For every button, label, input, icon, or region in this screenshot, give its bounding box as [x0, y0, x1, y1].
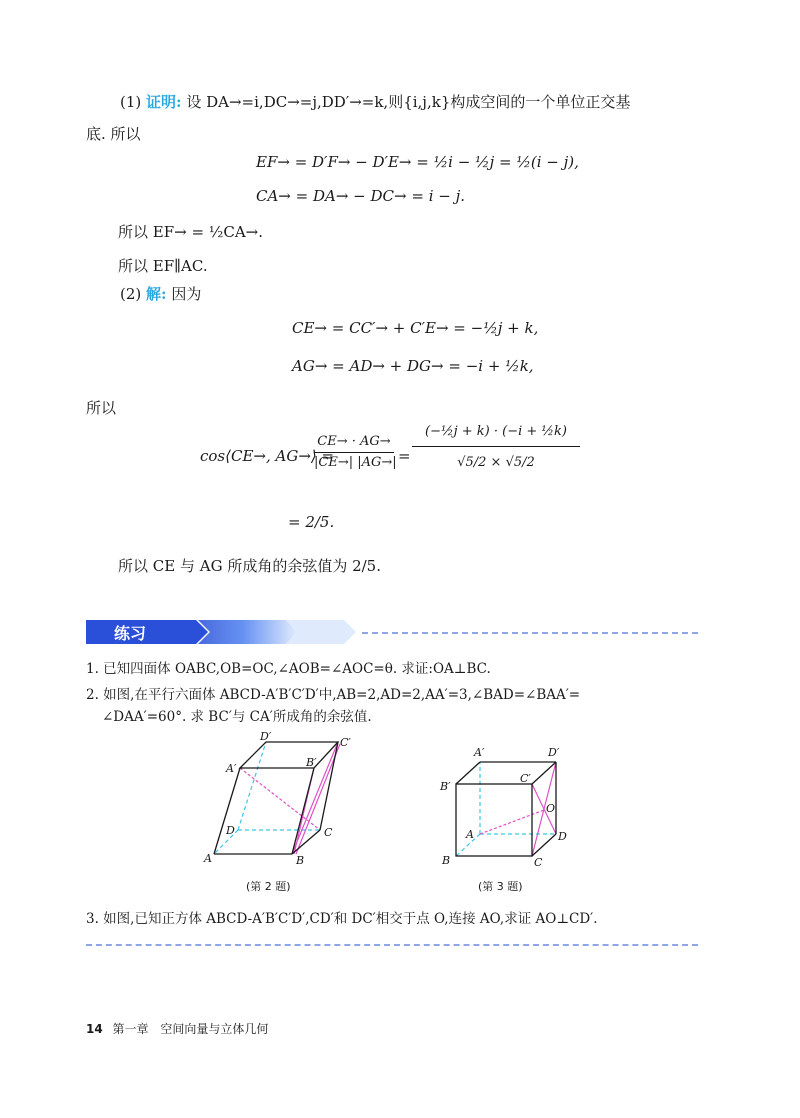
question-2-cont: ∠DAA′=60°. 求 BC′与 CA′所成角的余弦值.	[102, 709, 372, 725]
visible-edges	[456, 762, 556, 856]
solution-text: 因为	[171, 285, 202, 303]
cos-rhs-denominator: √5/2 × √5/2	[457, 455, 535, 470]
fig2-label-C1: C′	[340, 736, 351, 749]
page-footer	[86, 1020, 268, 1037]
solution-label: 解:	[146, 285, 167, 303]
figure-3-caption: (第 3 题)	[478, 880, 523, 893]
cos-rhs-numerator: (−½j + k) · (−i + ½k)	[412, 422, 580, 447]
question-1: 1. 已知四面体 OABC,OB=OC,∠AOB=∠AOC=θ. 求证:OA⊥BC.	[86, 661, 491, 677]
solution-equation-1: CE→ = CC′→ + C′E→ = −½j + k,	[292, 319, 539, 337]
proof-equation-2: CA→ = DA→ − DC→ = i − j.	[256, 187, 466, 205]
fig3-label-C1: C′	[520, 772, 531, 785]
cos-mid-denominator: |CE→| |AG→|	[314, 455, 397, 470]
solution-conclusion: 所以 CE 与 AG 所成角的余弦值为 2/5.	[118, 557, 381, 575]
proof-text: 设 DA→=i,DC→=j,DD′→=k,则{i,j,k}构成空间的一个单位正交基	[186, 93, 631, 111]
practice-banner	[86, 620, 356, 644]
question-2: 2. 如图,在平行六面体 ABCD-A′B′C′D′中,AB=2,AD=2,AA′=3,∠BAD=∠BAA′=	[86, 687, 581, 703]
solution-line-1	[120, 284, 201, 304]
fig3-label-B1: B′	[440, 780, 451, 793]
proof-line-1	[120, 92, 630, 112]
cos-lhs: cos⟨CE→, AG→⟩ =	[200, 447, 335, 465]
page-number: 14	[86, 1022, 103, 1036]
banner-dash-line	[362, 632, 698, 634]
equals-sign: =	[398, 447, 411, 465]
bottom-dash-line	[86, 944, 698, 946]
fig3-label-B: B	[442, 854, 451, 867]
proof-text-cont: 底. 所以	[86, 125, 141, 143]
chapter-title: 空间向量与立体几何	[160, 1022, 269, 1036]
fig2-label-D1: D′	[260, 730, 272, 743]
fig3-label-D: D	[558, 830, 567, 843]
fig2-label-D: D	[226, 824, 235, 837]
fig2-label-B1: B′	[306, 756, 317, 769]
fig2-label-A: A	[204, 852, 212, 865]
fig3-label-O: O	[546, 802, 556, 815]
visible-edges	[214, 742, 338, 854]
figure-2-caption: (第 2 题)	[246, 880, 291, 893]
fig3-label-A: A	[466, 828, 474, 841]
diagonal-lines	[480, 762, 556, 856]
proof-equation-1: EF→ = D′F→ − D′E→ = ½i − ½j = ½(i − j),	[256, 153, 579, 171]
question-3: 3. 如图,已知正方体 ABCD-A′B′C′D′,CD′和 DC′相交于点 O,连接 AO,求证 AO⊥CD′.	[86, 911, 598, 927]
cos-middle-fraction	[314, 432, 397, 473]
proof-label: 证明:	[146, 93, 182, 111]
fig2-label-C: C	[324, 826, 333, 839]
solution-equation-2: AG→ = AD→ + DG→ = −i + ½k,	[292, 357, 534, 375]
fig2-label-B: B	[296, 854, 305, 867]
hidden-edges	[214, 742, 320, 854]
figure-cube	[436, 740, 576, 870]
fig3-label-A1: A′	[474, 746, 485, 759]
solution-number: (2)	[120, 285, 142, 303]
solution-text-2: 所以	[86, 399, 117, 417]
proof-conclusion-2: 所以 EF∥AC.	[118, 257, 208, 275]
proof-conclusion-1: 所以 EF→ = ½CA→.	[118, 223, 263, 241]
figure-parallelepiped	[196, 730, 376, 880]
cos-result: = 2/5.	[288, 513, 335, 531]
cos-mid-numerator: CE→ · AG→	[314, 432, 394, 453]
fig3-label-C: C	[534, 856, 543, 869]
proof-number: (1)	[120, 93, 142, 111]
practice-title: 练习	[114, 624, 147, 643]
chapter-label: 第一章	[112, 1022, 149, 1036]
fig2-label-A1: A′	[226, 762, 237, 775]
fig3-label-D1: D′	[548, 746, 560, 759]
cos-right-fraction	[412, 422, 580, 473]
